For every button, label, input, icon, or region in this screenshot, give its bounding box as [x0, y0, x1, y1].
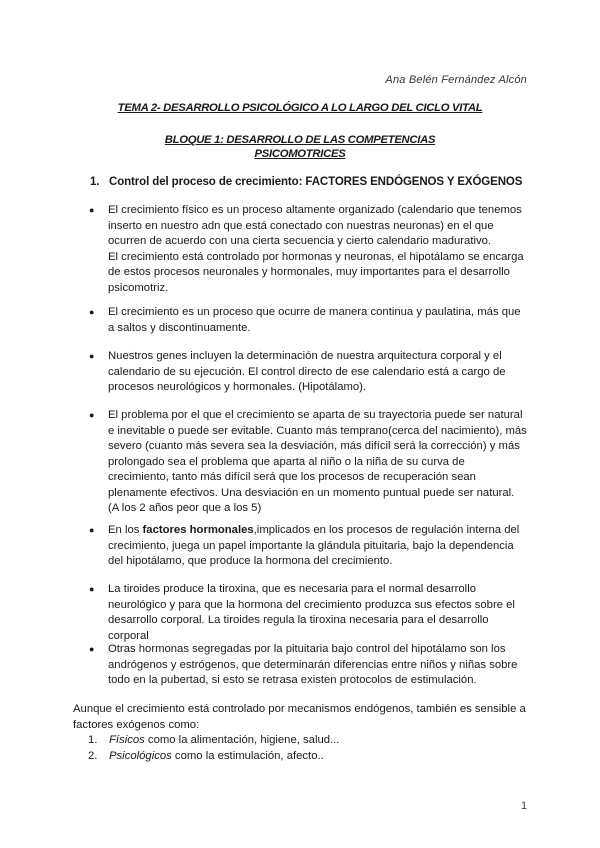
item-term: Físicos [109, 734, 145, 746]
list-item-text: El crecimiento físico es un proceso altamente organizado (calendario que tenemos inserto en nuestro adn que está conectado con nuestras neuronas) en el que ocurren de acuerdo con una cierta secuencia y cierto calendario madurativo. [108, 204, 522, 247]
text-rest: ,implicados en los procesos de regulación interna del crecimiento, juega un papel importante la glándula pituitaria, bajo la dependencia del hipotálamo, que produce la hormona del crecimiento. [108, 524, 520, 567]
bullet-icon: ● [89, 351, 95, 361]
block-title [0, 133, 600, 161]
bold-term: factores hormonales [142, 524, 254, 536]
list-item [89, 349, 528, 396]
section-heading [90, 175, 522, 191]
list-item [89, 523, 528, 570]
bullet-icon: ● [89, 525, 95, 535]
list-item-text: El problema por el que el crecimiento se aparta de su trayectoria puede ser natural e inevitable o puede ser evitable. Cuanto más temprano(cerca del nacimiento), más severo (cuanto más severa sea la desviación, más difícil será la corrección) y más prolongado sea el problema que aparta al niño o la niña de su curva de crecimiento, tanto más difícil será que los procesos de recuperación sean plenamente efectivos. Una desviación en un momento puntual puede ser natural. (A los 2 años peor que a los 5) [108, 409, 527, 514]
bullet-icon: ● [89, 307, 95, 317]
bullet-icon: ● [89, 584, 95, 594]
closing-paragraph: Aunque el crecimiento está controlado por mecanismos endógenos, también es sensible a factores exógenos como: [73, 703, 526, 731]
item-number: 1. [88, 734, 98, 746]
list-item [89, 642, 528, 689]
page-number: 1 [521, 800, 528, 812]
list-item-text: El crecimiento está controlado por hormonas y neuronas, el hipotálamo se encarga de estos procesos neuronales y hormonales, muy importantes para el desarrollo psicomotriz. [108, 250, 524, 294]
list-item [89, 203, 528, 296]
bullet-icon: ● [89, 410, 95, 420]
numbered-item [88, 733, 339, 749]
item-text: como la estimulación, afecto.. [171, 749, 324, 762]
numbered-item [88, 749, 339, 765]
item-number: 2. [88, 749, 98, 762]
list-item-text: El crecimiento es un proceso que ocurre de manera continua y paulatina, más que a saltos y discontinuamente. [108, 306, 521, 334]
section-heading-text: Control del proceso de crecimiento: FACTORES ENDÓGENOS Y EXÓGENOS [109, 176, 523, 188]
list-item-text: La tiroides produce la tiroxina, que es necesaria para el normal desarrollo neurológico y para que la hormona del crecimiento produzca sus efectos sobre el desarrollo corporal. La tiroides regula la tiroxina necesaria para el desarrollo corporal [108, 583, 515, 642]
list-item-text: Nuestros genes incluyen la determinación de nuestra arquitectura corporal y el calendario de su ejecución. El control directo de ese calendario está a cargo de procesos neurológicos y hormonales. (Hipotálamo). [108, 350, 506, 393]
list-item-text: Otras hormonas segregadas por la pituitaria bajo control del hipotálamo son los andrógenos y estrógenos, que determinarán diferencias entre niños y niñas sobre todo en la pubertad, si esto se retrasa existen protocolos de estimulación. [108, 643, 518, 686]
item-text: como la alimentación, higiene, salud... [144, 734, 340, 746]
section-number: 1. [90, 176, 100, 188]
item-term: Psicológicos [109, 749, 172, 762]
block-title-line-1: BLOQUE 1: DESARROLLO DE LAS COMPETENCIAS [164, 134, 436, 146]
list-item-text [108, 523, 528, 570]
block-title-line-2: PSICOMOTRICES [254, 148, 346, 160]
text-prefix: En los [108, 524, 143, 536]
list-item [89, 305, 528, 336]
list-item [89, 582, 528, 644]
list-item [89, 408, 528, 517]
bullet-icon: ● [89, 205, 95, 215]
bullet-icon: ● [89, 644, 95, 654]
document-title: TEMA 2- DESARROLLO PSICOLÓGICO A LO LARGO DEL CICLO VITAL [117, 102, 483, 114]
exogenous-factors-list [88, 733, 339, 764]
author-name: Ana Belén Fernández Alcón [385, 74, 527, 86]
